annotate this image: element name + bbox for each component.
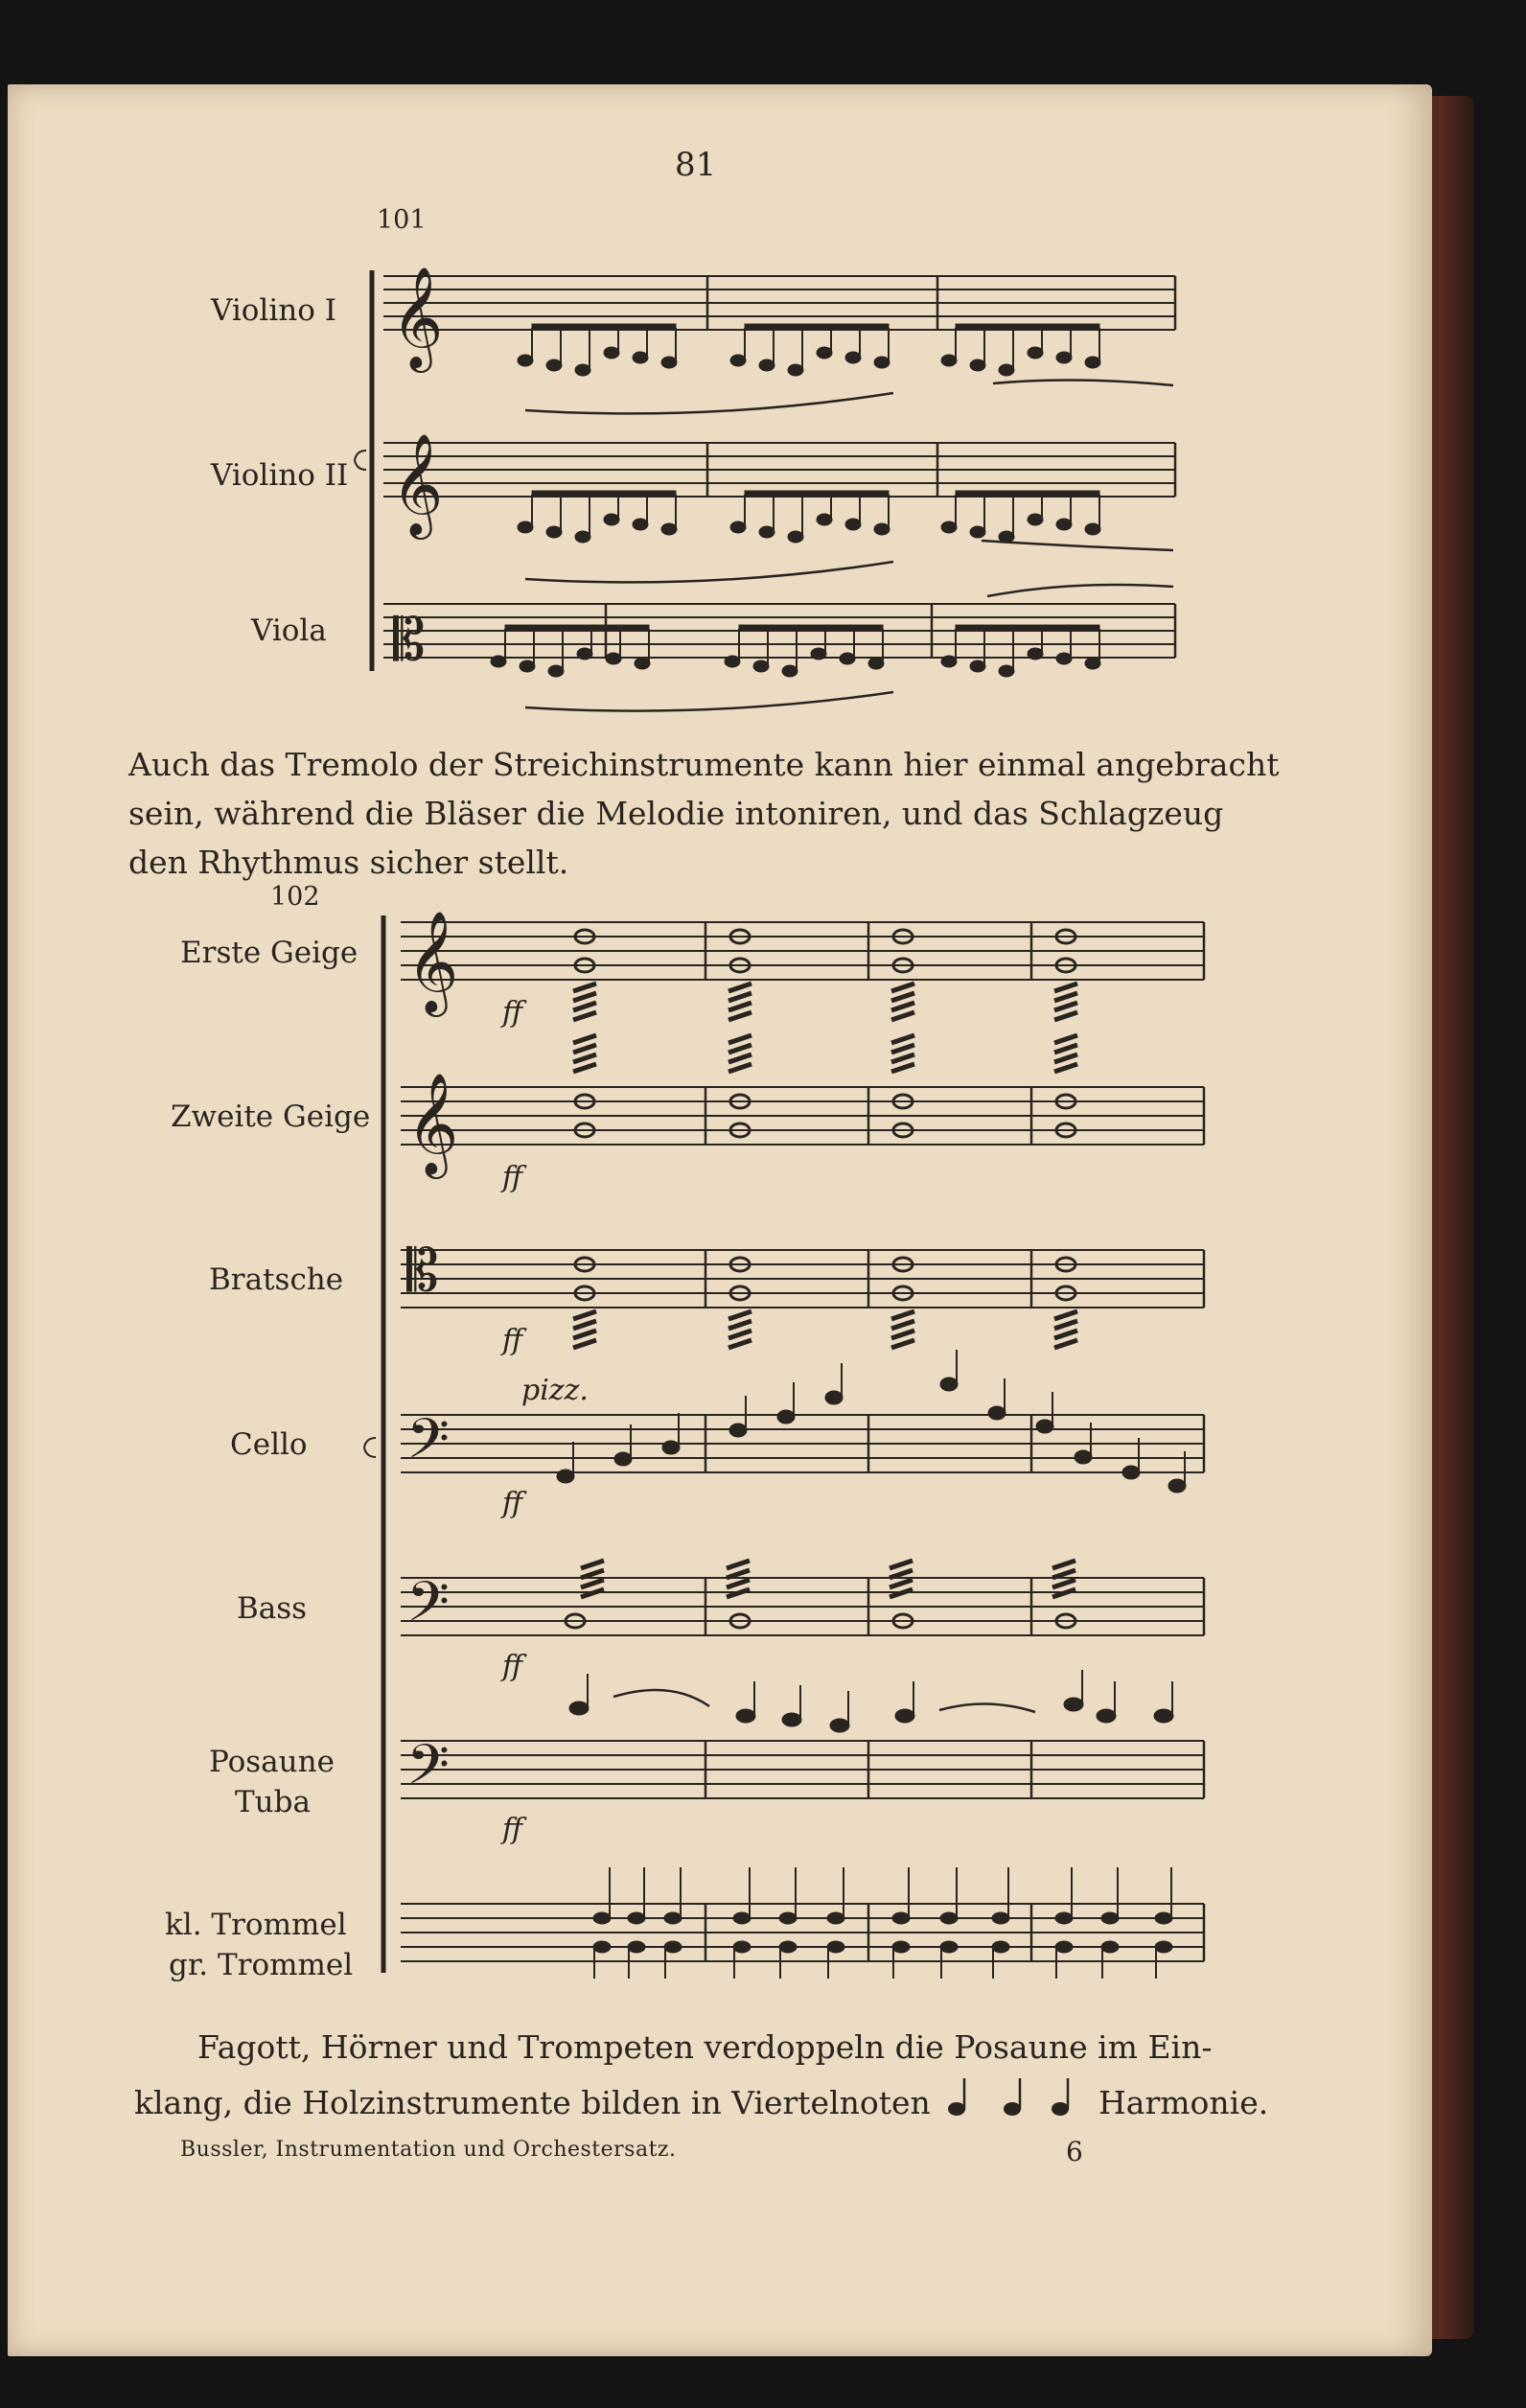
notehead: [941, 521, 957, 533]
tremolo-stroke: [727, 1561, 750, 1568]
tremolo-stroke: [728, 1035, 751, 1043]
paragraph-1-line-1: Auch das Tremolo der Streichinstrumente kann hier einmal angebracht: [128, 746, 1280, 783]
notehead: [1101, 1941, 1119, 1953]
label-viola: Viola: [251, 614, 327, 648]
label-zweite-geige: Zweite Geige: [171, 1100, 371, 1134]
notehead: [782, 665, 798, 677]
staff: [401, 1904, 1204, 1961]
tremolo-stroke: [891, 1012, 914, 1020]
notehead: [759, 526, 775, 538]
tremolo-stroke: [581, 1570, 604, 1578]
notehead: [1122, 1466, 1140, 1479]
notehead: [661, 357, 677, 368]
beam: [745, 324, 889, 329]
tremolo-stroke: [1054, 1064, 1077, 1072]
notehead: [1155, 1941, 1172, 1953]
notehead: [575, 531, 590, 543]
notehead: [1085, 357, 1100, 368]
svg-text:ff: ff: [502, 996, 523, 1030]
tremolo-stroke: [891, 984, 914, 991]
tremolo-stroke: [728, 1064, 751, 1072]
notehead: [840, 653, 855, 664]
tremolo-stroke: [573, 1045, 596, 1053]
example-102-number: 102: [270, 882, 320, 912]
notehead: [546, 526, 562, 538]
tremolo-stroke: [891, 1045, 914, 1053]
notehead: [753, 660, 769, 672]
notehead: [970, 359, 985, 371]
notehead: [788, 364, 803, 376]
page-number: 81: [675, 146, 717, 184]
notehead: [1101, 1912, 1119, 1924]
notehead: [1097, 1709, 1116, 1723]
notehead: [940, 1378, 958, 1391]
beam: [532, 491, 676, 496]
notehead: [518, 355, 533, 366]
tremolo-stroke: [1054, 1054, 1077, 1062]
footer-signature-number: 6: [1066, 2136, 1084, 2167]
tremolo-stroke: [891, 1331, 914, 1338]
notehead: [988, 1406, 1006, 1420]
tremolo-stroke: [727, 1570, 750, 1578]
notehead: [1155, 1912, 1172, 1924]
notehead: [577, 648, 592, 660]
notehead: [1085, 658, 1100, 669]
notehead: [825, 1391, 843, 1404]
notehead: [569, 1702, 589, 1715]
notehead: [999, 364, 1014, 376]
notehead: [664, 1941, 682, 1953]
tremolo-stroke: [573, 1311, 596, 1319]
notehead: [557, 1470, 574, 1483]
bass-clef-icon: 𝄢: [406, 1732, 451, 1811]
label-erste-geige: Erste Geige: [180, 936, 358, 970]
notehead: [633, 352, 648, 363]
staff: [401, 1250, 1204, 1308]
tremolo-stroke: [1052, 1580, 1075, 1587]
paragraph-2-line-2: klang, die Holzinstrumente bilden in Viertelnoten: [134, 2084, 931, 2121]
notehead: [635, 658, 650, 669]
notehead: [817, 514, 832, 525]
beam: [956, 625, 1099, 630]
notehead: [730, 521, 746, 533]
notehead: [730, 355, 746, 366]
tremolo-stroke: [1054, 1045, 1077, 1053]
notehead: [662, 1441, 680, 1454]
notehead: [1056, 653, 1072, 664]
notehead: [941, 656, 957, 667]
notehead: [827, 1941, 844, 1953]
label-cello: Cello: [230, 1427, 308, 1462]
footer-citation: Bussler, Instrumentation und Orchestersatz.: [180, 2138, 677, 2162]
paragraph-2-line-2-end: Harmonie.: [1098, 2084, 1269, 2121]
label-gr-trommel: gr. Trommel: [169, 1948, 354, 1982]
notehead: [1028, 514, 1043, 525]
staff: [401, 922, 1204, 980]
tremolo-stroke: [1054, 1331, 1077, 1338]
notehead: [1028, 347, 1043, 359]
notehead: [827, 1912, 844, 1924]
notehead: [788, 531, 803, 543]
tremolo-stroke: [728, 1045, 751, 1053]
tremolo-stroke: [728, 1003, 751, 1010]
notehead: [1056, 519, 1072, 530]
tremolo-stroke: [891, 1311, 914, 1319]
beam: [505, 625, 649, 630]
tremolo-stroke: [573, 1331, 596, 1338]
notehead: [779, 1941, 797, 1953]
tremolo-stroke: [573, 1035, 596, 1043]
tremolo-stroke: [573, 984, 596, 991]
tremolo-stroke: [1054, 1321, 1077, 1329]
tremolo-stroke: [573, 1340, 596, 1348]
tremolo-stroke: [891, 1054, 914, 1062]
tremolo-stroke: [891, 1003, 914, 1010]
notehead: [895, 1709, 914, 1723]
label-bass: Bass: [237, 1591, 308, 1626]
tremolo-stroke: [1054, 1311, 1077, 1319]
tremolo-stroke: [890, 1561, 913, 1568]
notehead: [633, 519, 648, 530]
tremolo-stroke: [728, 1311, 751, 1319]
staff: [401, 1087, 1204, 1145]
notehead: [892, 1912, 910, 1924]
notehead: [491, 656, 506, 667]
beam: [745, 491, 889, 496]
beam: [532, 324, 676, 329]
notehead: [628, 1912, 645, 1924]
notehead: [782, 1713, 801, 1726]
tremolo-stroke: [1052, 1561, 1075, 1568]
tremolo-stroke: [1054, 1003, 1077, 1010]
label-violino-i: Violino I: [211, 293, 336, 328]
treble-clef-icon: 𝄞: [406, 1072, 459, 1174]
tremolo-stroke: [728, 984, 751, 991]
paragraph-1-line-3: den Rhythmus sicher stellt.: [128, 844, 569, 881]
notehead: [892, 1941, 910, 1953]
notehead: [606, 653, 621, 664]
tremolo-stroke: [891, 1340, 914, 1348]
tremolo-stroke: [573, 993, 596, 1001]
notehead: [970, 660, 985, 672]
notehead: [725, 656, 740, 667]
alto-clef-icon: 𝄡: [406, 1238, 439, 1305]
notehead: [830, 1719, 849, 1732]
svg-text:ff: ff: [502, 1324, 523, 1357]
notehead: [845, 352, 861, 363]
notehead: [874, 523, 890, 535]
notehead: [1055, 1941, 1073, 1953]
notehead: [1154, 1709, 1173, 1723]
notehead: [548, 665, 564, 677]
notehead: [970, 526, 985, 538]
notehead: [1168, 1479, 1186, 1493]
paragraph-1-line-2: sein, während die Bläser die Melodie intoniren, und das Schlagzeug: [128, 795, 1224, 832]
staff: [401, 1578, 1204, 1635]
notehead: [733, 1912, 751, 1924]
tremolo-stroke: [1054, 1035, 1077, 1043]
label-tuba: Tuba: [235, 1785, 311, 1819]
svg-text:ff: ff: [502, 1487, 523, 1520]
notehead: [628, 1941, 645, 1953]
notehead: [593, 1941, 611, 1953]
treble-clef-icon: 𝄞: [406, 910, 459, 1012]
tremolo-stroke: [1054, 984, 1077, 991]
notehead: [664, 1912, 682, 1924]
tremolo-stroke: [581, 1580, 604, 1587]
notehead: [779, 1912, 797, 1924]
tremolo-stroke: [728, 1054, 751, 1062]
bass-clef-icon: 𝄢: [406, 1569, 451, 1648]
notehead: [546, 359, 562, 371]
notehead: [759, 359, 775, 371]
beam: [956, 491, 1099, 496]
svg-text:ff: ff: [502, 1650, 523, 1683]
notehead: [604, 514, 619, 525]
staff: [383, 276, 1175, 330]
notehead: [940, 1912, 958, 1924]
svg-text:ff: ff: [502, 1161, 523, 1194]
tremolo-stroke: [728, 1321, 751, 1329]
tremolo-stroke: [891, 1064, 914, 1072]
notehead: [940, 1941, 958, 1953]
notehead: [992, 1912, 1009, 1924]
bass-clef-icon: 𝄢: [406, 1406, 451, 1485]
tremolo-stroke: [891, 1321, 914, 1329]
system-brackets: [355, 270, 383, 1973]
notehead: [845, 519, 861, 530]
treble-clef-icon: 𝄞: [391, 266, 444, 368]
tremolo-stroke: [1054, 1340, 1077, 1348]
tremolo-stroke: [891, 1035, 914, 1043]
tremolo-stroke: [891, 993, 914, 1001]
tremolo-stroke: [890, 1580, 913, 1587]
label-kl-trommel: kl. Trommel: [165, 1908, 347, 1942]
tremolo-stroke: [573, 1012, 596, 1020]
label-violino-ii: Violino II: [211, 458, 349, 493]
tremolo-stroke: [573, 1054, 596, 1062]
notehead: [1064, 1698, 1083, 1711]
beam: [956, 324, 1099, 329]
notehead: [614, 1452, 632, 1466]
tremolo-stroke: [1054, 1012, 1077, 1020]
notehead: [811, 648, 826, 660]
notehead: [575, 364, 590, 376]
notehead: [1055, 1912, 1073, 1924]
svg-text:ff: ff: [502, 1813, 523, 1846]
tremolo-stroke: [890, 1570, 913, 1578]
notehead: [1085, 523, 1100, 535]
svg-text:pizz.: pizz.: [521, 1374, 589, 1407]
notehead: [817, 347, 832, 359]
notehead: [874, 357, 890, 368]
tremolo-stroke: [573, 1064, 596, 1072]
notehead: [868, 658, 884, 669]
alto-clef-icon: 𝄡: [393, 607, 426, 674]
notehead: [1036, 1420, 1053, 1433]
notehead: [733, 1941, 751, 1953]
tremolo-stroke: [573, 1321, 596, 1329]
beam: [739, 625, 883, 630]
notehead: [1028, 648, 1043, 660]
notehead: [661, 523, 677, 535]
treble-clef-icon: 𝄞: [391, 432, 444, 535]
notehead: [520, 660, 535, 672]
tremolo-stroke: [728, 1331, 751, 1338]
notehead: [593, 1912, 611, 1924]
label-bratsche: Bratsche: [209, 1262, 344, 1297]
tremolo-stroke: [728, 993, 751, 1001]
staff: [383, 604, 1175, 658]
tremolo-stroke: [573, 1003, 596, 1010]
tremolo-stroke: [728, 1012, 751, 1020]
staff: [383, 443, 1175, 497]
notehead: [729, 1424, 747, 1437]
tremolo-stroke: [581, 1561, 604, 1568]
staff: [401, 1741, 1204, 1798]
quarter-note-icons: [948, 2078, 1069, 2116]
example-101-number: 101: [377, 205, 427, 235]
notehead: [941, 355, 957, 366]
label-posaune: Posaune: [209, 1745, 335, 1779]
noteheads: [491, 324, 1186, 1979]
paragraph-2-line-1: Fagott, Hörner und Trompeten verdoppeln die Posaune im Ein-: [197, 2028, 1213, 2066]
tremolo-stroke: [1054, 993, 1077, 1001]
notehead: [736, 1709, 755, 1723]
notehead: [518, 521, 533, 533]
notehead: [1056, 352, 1072, 363]
dynamic-markings: [500, 996, 589, 1846]
notehead: [1075, 1450, 1092, 1464]
tremolo-stroke: [728, 1340, 751, 1348]
notehead: [999, 665, 1014, 677]
tremolo-stroke: [1052, 1570, 1075, 1578]
notehead: [777, 1410, 795, 1424]
tremolo-stroke: [727, 1580, 750, 1587]
notehead: [992, 1941, 1009, 1953]
notehead: [604, 347, 619, 359]
